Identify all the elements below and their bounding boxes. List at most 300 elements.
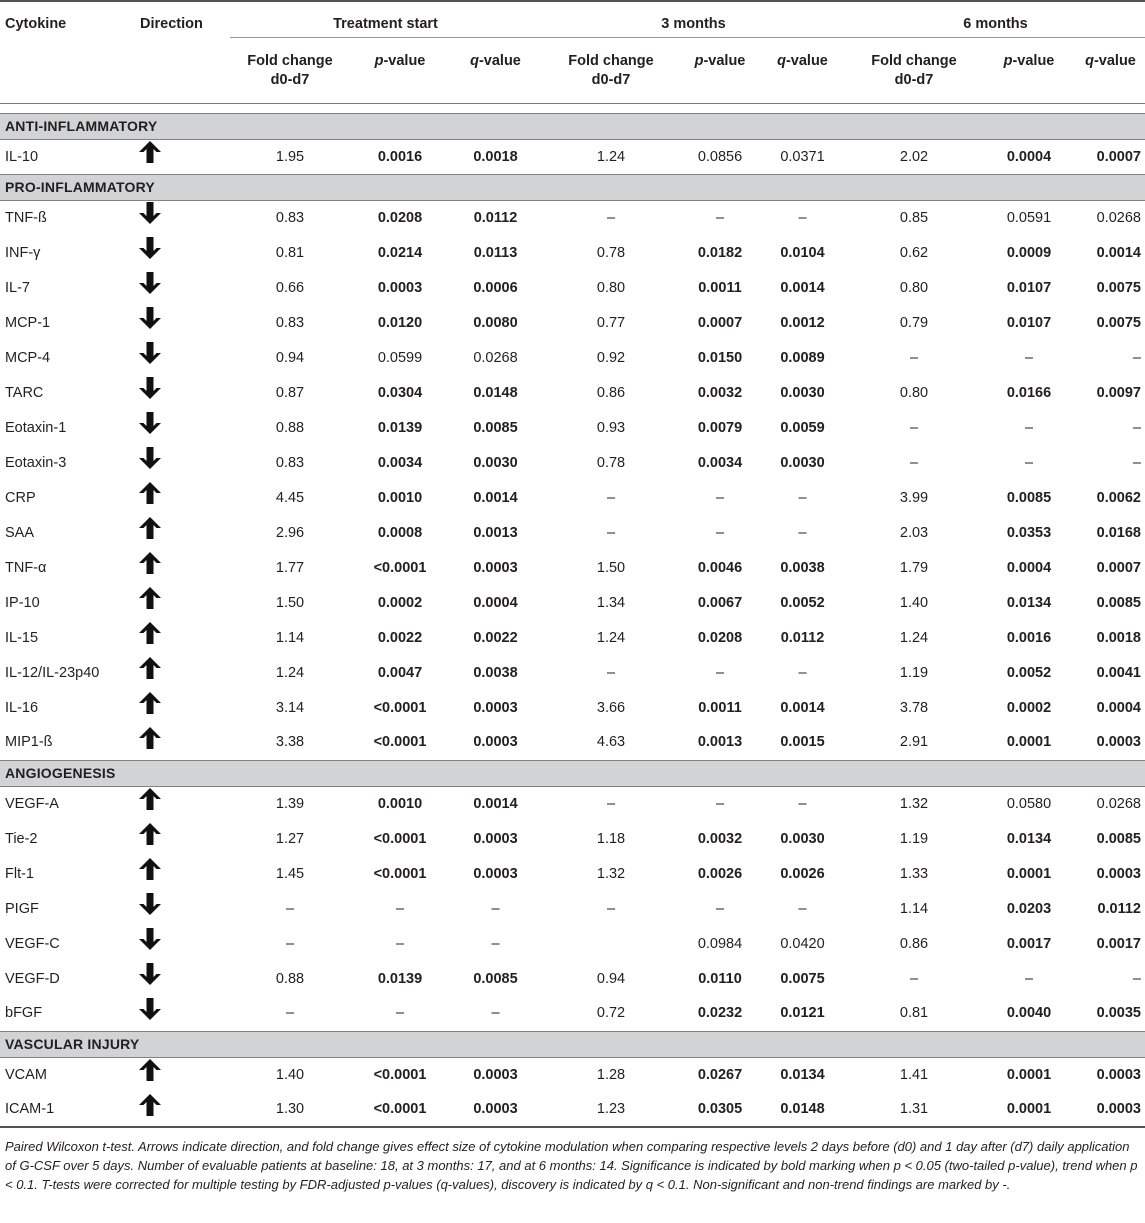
q-value-cell: – <box>1132 419 1141 436</box>
q-value-cell: 0.0104 <box>780 244 825 261</box>
arrow-down-icon <box>137 961 163 987</box>
direction-cell <box>135 821 230 856</box>
table-row <box>0 585 1145 620</box>
q-value-cell: 0.0062 <box>1096 489 1141 506</box>
arrow-up-icon <box>137 620 163 646</box>
direction-cell <box>135 235 230 270</box>
p-symbol: p <box>1003 52 1013 69</box>
p-value-cell: 0.0305 <box>681 1092 759 1127</box>
q-value-cell: 0.0018 <box>1096 629 1141 646</box>
fold-change-sublabel: d0-d7 <box>894 71 934 88</box>
header-group-treatment-start: Treatment start <box>230 1 541 37</box>
p-value-cell: – <box>395 935 405 952</box>
q-value-cell: – <box>798 664 807 681</box>
p-value-cell: 0.0079 <box>697 419 743 436</box>
p-value-cell: 0.0052 <box>1006 664 1052 681</box>
table-row <box>0 235 1145 270</box>
section-row <box>0 1031 1145 1057</box>
p-value-cell: – <box>395 900 405 917</box>
direction-cell <box>135 340 230 375</box>
table-row <box>0 786 1145 821</box>
arrow-down-icon <box>137 235 163 261</box>
table-body <box>0 103 1145 1127</box>
cytokine-name: IL-7 <box>5 279 30 296</box>
q-symbol: q <box>1085 52 1094 69</box>
q-value-cell: 0.0018 <box>473 148 518 165</box>
table-row <box>0 1057 1145 1092</box>
arrow-down-icon <box>137 305 163 331</box>
q-value-cell: 0.0075 <box>1096 314 1141 331</box>
p-value-cell: 0.0085 <box>1006 489 1052 506</box>
p-value-cell: – <box>715 489 725 506</box>
cytokine-name: VEGF-A <box>5 795 59 812</box>
q-value-cell: 0.0089 <box>780 349 825 366</box>
p-value-cell: – <box>715 795 725 812</box>
direction-cell <box>135 375 230 410</box>
q-value-cell: 0.0007 <box>1096 559 1141 576</box>
fold-change-cell: 1.30 <box>230 1092 350 1127</box>
q-value-cell: 0.0014 <box>473 489 518 506</box>
fold-change-cell: 1.95 <box>275 148 305 165</box>
fold-change-cell: – <box>606 524 616 541</box>
q-value-cell: 0.0075 <box>1096 279 1141 296</box>
fold-change-cell: – <box>285 1005 295 1022</box>
q-value-cell: 0.0014 <box>1096 244 1141 261</box>
table-row <box>0 340 1145 375</box>
cytokine-name: TNF-ß <box>5 209 47 226</box>
q-value-cell: 0.0035 <box>1096 1005 1141 1022</box>
cytokine-name: MIP1-ß <box>5 734 53 751</box>
fold-change-cell: 1.14 <box>899 900 929 917</box>
fold-change-cell: – <box>285 900 295 917</box>
fold-change-cell: 0.88 <box>275 970 305 987</box>
table-row <box>0 410 1145 445</box>
fold-change-cell: 0.78 <box>596 244 626 261</box>
p-value-cell: 0.0010 <box>377 795 423 812</box>
p-value-cell: 0.0034 <box>377 454 423 471</box>
q-value-cell: 0.0085 <box>1096 830 1141 847</box>
fold-change-cell: 1.31 <box>846 1092 982 1127</box>
q-value-cell: 0.0268 <box>1096 209 1141 226</box>
section-title: PRO-INFLAMMATORY <box>0 174 1145 200</box>
q-value-cell: 0.0059 <box>780 419 825 436</box>
fold-change-cell: 1.41 <box>899 1066 929 1083</box>
fold-change-sublabel: d0-d7 <box>270 71 310 88</box>
subheader-p-value <box>982 37 1076 103</box>
p-value-cell: 0.0008 <box>377 524 423 541</box>
fold-change-cell: 1.39 <box>275 795 305 812</box>
table-row <box>0 270 1145 305</box>
p-value-cell: 0.0001 <box>1006 734 1052 751</box>
cytokine-name: VEGF-C <box>5 935 60 952</box>
fold-change-cell: 0.79 <box>899 314 929 331</box>
p-value-cell: – <box>1024 454 1034 471</box>
q-value-cell: 0.0112 <box>473 209 518 226</box>
q-value-cell: – <box>798 795 807 812</box>
q-value-cell: 0.0003 <box>1096 1066 1141 1083</box>
p-value-cell: 0.0166 <box>1006 384 1052 401</box>
q-value-cell: 0.0113 <box>473 244 518 261</box>
p-value-cell: 0.0591 <box>1006 209 1052 226</box>
q-value-cell: 0.0268 <box>473 349 518 366</box>
table-row <box>0 690 1145 725</box>
q-value-cell: 0.0014 <box>473 795 518 812</box>
fold-change-cell: 3.99 <box>899 489 929 506</box>
direction-cell <box>135 1092 230 1127</box>
fold-change-cell: 1.24 <box>596 148 626 165</box>
direction-cell <box>135 445 230 480</box>
p-value-cell: 0.0001 <box>1006 865 1052 882</box>
header-group-6-months: 6 months <box>846 1 1145 37</box>
q-value-cell: 0.0026 <box>780 865 825 882</box>
arrow-down-icon <box>137 445 163 471</box>
fold-change-cell: 4.63 <box>596 734 626 751</box>
p-value-cell: 0.0022 <box>377 629 423 646</box>
direction-cell <box>135 620 230 655</box>
p-suffix: -value <box>703 52 746 69</box>
fold-change-cell: 0.77 <box>596 314 626 331</box>
cytokine-name: SAA <box>5 524 35 541</box>
q-value-cell: 0.0003 <box>450 1092 541 1127</box>
cytokine-name: INF-γ <box>5 244 41 261</box>
q-value-cell: – <box>798 489 807 506</box>
p-symbol: p <box>694 52 704 69</box>
q-value-cell: 0.0006 <box>473 279 518 296</box>
direction-cell <box>135 270 230 305</box>
fold-change-cell: 1.33 <box>899 865 929 882</box>
p-value-cell: 0.0984 <box>697 935 743 952</box>
p-value-cell: 0.0232 <box>697 1005 743 1022</box>
q-value-cell: 0.0085 <box>473 419 518 436</box>
fold-change-cell: 1.24 <box>596 629 626 646</box>
p-value-cell: – <box>715 524 725 541</box>
direction-cell <box>135 305 230 340</box>
p-value-cell: 0.0067 <box>697 594 743 611</box>
p-value-cell: 0.0203 <box>1006 900 1052 917</box>
table-row <box>0 550 1145 585</box>
p-value-cell: 0.0580 <box>1006 795 1052 812</box>
fold-change-cell: – <box>285 935 295 952</box>
table-row <box>0 305 1145 340</box>
p-value-cell: 0.0011 <box>698 279 742 296</box>
cytokine-name: Tie-2 <box>5 830 38 847</box>
q-symbol: q <box>470 52 479 69</box>
fold-change-cell: 1.79 <box>899 559 929 576</box>
subheader-empty <box>0 37 135 103</box>
q-value-cell: 0.0168 <box>1096 524 1141 541</box>
section-row <box>0 174 1145 200</box>
q-value-cell: 0.0003 <box>1076 1092 1145 1127</box>
arrow-down-icon <box>137 891 163 917</box>
fold-change-sublabel: d0-d7 <box>591 71 631 88</box>
p-value-cell: 0.0304 <box>377 384 423 401</box>
p-value-cell: 0.0007 <box>697 314 743 331</box>
cytokine-name: ICAM-1 <box>0 1092 135 1127</box>
fold-change-cell: – <box>909 419 919 436</box>
direction-cell <box>135 786 230 821</box>
q-value-cell: 0.0075 <box>780 970 825 987</box>
fold-change-cell: 0.62 <box>899 244 929 261</box>
fold-change-cell: 2.02 <box>899 148 929 165</box>
subheader-p-value <box>350 37 450 103</box>
q-value-cell: 0.0121 <box>780 1005 825 1022</box>
q-value-cell: 0.0134 <box>780 1066 825 1083</box>
p-value-cell: <0.0001 <box>373 865 427 882</box>
fold-change-cell: – <box>909 349 919 366</box>
table-row <box>0 655 1145 690</box>
table-row <box>0 891 1145 926</box>
arrow-down-icon <box>137 410 163 436</box>
q-value-cell: 0.0003 <box>1096 734 1141 751</box>
fold-change-cell: 1.77 <box>275 559 305 576</box>
p-value-cell: <0.0001 <box>350 1092 450 1127</box>
p-value-cell: 0.0001 <box>982 1092 1076 1127</box>
table-row <box>0 200 1145 235</box>
subheader-fold-change <box>846 37 982 103</box>
cytokine-name: CRP <box>5 489 36 506</box>
q-value-cell: 0.0003 <box>1096 865 1141 882</box>
fold-change-cell: – <box>909 454 919 471</box>
p-value-cell: 0.0016 <box>1006 629 1052 646</box>
cytokine-name: IL-15 <box>5 629 39 646</box>
p-value-cell: – <box>1024 419 1034 436</box>
fold-change-cell: 0.83 <box>275 209 305 226</box>
arrow-up-icon <box>137 786 163 812</box>
direction-cell <box>135 655 230 690</box>
p-value-cell: 0.0107 <box>1006 314 1052 331</box>
fold-change-cell: 4.45 <box>275 489 305 506</box>
direction-cell <box>135 200 230 235</box>
fold-change-cell: 0.72 <box>596 1005 626 1022</box>
table-row <box>0 445 1145 480</box>
q-value-cell: 0.0013 <box>473 524 518 541</box>
table-row <box>0 961 1145 996</box>
p-value-cell: 0.0208 <box>377 209 423 226</box>
table-row <box>0 725 1145 760</box>
q-value-cell: 0.0080 <box>473 314 518 331</box>
table-row <box>0 480 1145 515</box>
arrow-up-icon <box>137 139 163 165</box>
fold-change-label: Fold change <box>871 52 957 69</box>
q-value-cell: 0.0003 <box>473 865 518 882</box>
direction-cell <box>135 891 230 926</box>
q-value-cell: 0.0004 <box>473 594 518 611</box>
arrow-down-icon <box>137 926 163 952</box>
cytokine-name: MCP-1 <box>5 314 51 331</box>
fold-change-cell: 3.66 <box>596 699 626 716</box>
fold-change-cell: 2.96 <box>275 524 305 541</box>
q-value-cell: 0.0052 <box>780 594 825 611</box>
direction-cell <box>135 480 230 515</box>
table-row <box>0 375 1145 410</box>
cytokine-name: IL-12/IL-23p40 <box>5 664 100 681</box>
cytokine-name: MCP-4 <box>5 349 51 366</box>
q-value-cell: 0.0030 <box>780 384 825 401</box>
p-value-cell: 0.0139 <box>377 970 423 987</box>
p-value-cell: – <box>715 900 725 917</box>
p-symbol: p <box>374 52 384 69</box>
header-group-3-months: 3 months <box>541 1 846 37</box>
direction-cell <box>135 926 230 961</box>
p-value-cell: 0.0032 <box>697 384 743 401</box>
p-value-cell: <0.0001 <box>373 559 427 576</box>
q-value-cell: 0.0003 <box>473 699 518 716</box>
p-suffix: -value <box>383 52 426 69</box>
p-value-cell: <0.0001 <box>373 734 427 751</box>
arrow-down-icon <box>137 996 163 1022</box>
q-value-cell: 0.0085 <box>473 970 518 987</box>
q-value-cell: – <box>491 1005 500 1022</box>
fold-change-cell: – <box>606 795 616 812</box>
direction-cell <box>135 410 230 445</box>
p-value-cell: 0.0002 <box>377 594 423 611</box>
cytokine-name: TARC <box>5 384 44 401</box>
fold-change-cell: 1.24 <box>899 629 929 646</box>
q-value-cell: 0.0112 <box>780 629 825 646</box>
section-title: VASCULAR INJURY <box>0 1031 1145 1057</box>
p-value-cell: 0.0353 <box>1006 524 1052 541</box>
subheader-row <box>0 37 1145 103</box>
arrow-up-icon <box>137 515 163 541</box>
arrow-up-icon <box>137 690 163 716</box>
fold-change-label: Fold change <box>247 52 333 69</box>
arrow-up-icon <box>137 856 163 882</box>
cytokine-name: PIGF <box>5 900 39 917</box>
p-value-cell: – <box>715 664 725 681</box>
fold-change-cell: – <box>606 664 616 681</box>
fold-change-cell <box>541 926 681 961</box>
q-value-cell: 0.0030 <box>473 454 518 471</box>
q-value-cell: – <box>798 900 807 917</box>
subheader-fold-change <box>541 37 681 103</box>
fold-change-cell: 0.88 <box>275 419 305 436</box>
arrow-up-icon <box>137 1057 163 1083</box>
q-value-cell: 0.0085 <box>1096 594 1141 611</box>
p-value-cell: 0.0120 <box>377 314 423 331</box>
arrow-up-icon <box>137 550 163 576</box>
p-value-cell: <0.0001 <box>373 699 427 716</box>
subheader-q-value <box>759 37 846 103</box>
header-cytokine: Cytokine <box>0 1 135 37</box>
fold-change-cell: – <box>606 900 616 917</box>
subheader-q-value <box>450 37 541 103</box>
fold-change-cell: 1.19 <box>899 664 929 681</box>
q-value-cell: 0.0004 <box>1096 699 1141 716</box>
arrow-up-icon <box>137 1092 163 1118</box>
fold-change-label: Fold change <box>568 52 654 69</box>
p-value-cell: 0.0047 <box>377 664 423 681</box>
fold-change-cell: 0.94 <box>596 970 626 987</box>
p-value-cell: 0.0182 <box>697 244 743 261</box>
table-row <box>0 926 1145 961</box>
fold-change-cell: 0.81 <box>899 1005 929 1022</box>
q-suffix: -value <box>1093 52 1136 69</box>
fold-change-cell: 3.38 <box>275 734 305 751</box>
table-row <box>0 139 1145 174</box>
q-value-cell: – <box>798 209 807 226</box>
section-row <box>0 760 1145 786</box>
p-suffix: -value <box>1012 52 1055 69</box>
direction-cell <box>135 585 230 620</box>
fold-change-cell: 2.03 <box>899 524 929 541</box>
p-value-cell: 0.0208 <box>697 629 743 646</box>
cytokine-name: IL-10 <box>5 148 39 165</box>
p-value-cell: – <box>1024 349 1034 366</box>
fold-change-cell: 1.24 <box>275 664 305 681</box>
cytokine-name: IL-16 <box>5 699 39 716</box>
arrow-up-icon <box>137 480 163 506</box>
p-value-cell: 0.0107 <box>1006 279 1052 296</box>
cytokine-name: VCAM <box>5 1066 47 1083</box>
p-value-cell: 0.0139 <box>377 419 423 436</box>
direction-cell <box>135 961 230 996</box>
arrow-up-icon <box>137 821 163 847</box>
direction-cell <box>135 856 230 891</box>
fold-change-cell: 0.83 <box>275 314 305 331</box>
p-value-cell: 0.0011 <box>698 699 742 716</box>
q-value-cell: 0.0112 <box>1097 900 1141 917</box>
p-value-cell: – <box>395 1005 405 1022</box>
cytokine-name: TNF-α <box>5 559 47 576</box>
fold-change-cell: 1.23 <box>541 1092 681 1127</box>
p-value-cell: 0.0003 <box>377 279 423 296</box>
q-value-cell: 0.0420 <box>780 935 825 952</box>
direction-cell <box>135 139 230 174</box>
fold-change-cell: 1.32 <box>899 795 929 812</box>
q-value-cell: 0.0003 <box>473 1066 518 1083</box>
fold-change-cell: – <box>606 489 616 506</box>
fold-change-cell: 0.92 <box>596 349 626 366</box>
table-row <box>0 515 1145 550</box>
q-value-cell: 0.0003 <box>473 734 518 751</box>
table-header <box>0 1 1145 103</box>
cytokine-name: bFGF <box>5 1005 43 1022</box>
subheader-fold-change <box>230 37 350 103</box>
section-row <box>0 113 1145 139</box>
fold-change-cell: 1.32 <box>596 865 626 882</box>
fold-change-cell: 2.91 <box>899 734 929 751</box>
direction-cell <box>135 1057 230 1092</box>
p-value-cell: 0.0002 <box>1006 699 1052 716</box>
table-row <box>0 821 1145 856</box>
table-row <box>0 620 1145 655</box>
p-value-cell: 0.0026 <box>697 865 743 882</box>
fold-change-cell: 1.40 <box>899 594 929 611</box>
cytokine-name: Eotaxin-3 <box>5 454 67 471</box>
q-value-cell: – <box>491 900 500 917</box>
p-value-cell: 0.0110 <box>698 970 742 987</box>
section-title: ANTI-INFLAMMATORY <box>0 113 1145 139</box>
fold-change-cell: 1.50 <box>596 559 626 576</box>
p-value-cell: 0.0010 <box>377 489 423 506</box>
p-value-cell: – <box>715 209 725 226</box>
fold-change-cell: 1.14 <box>275 629 305 646</box>
direction-cell <box>135 515 230 550</box>
q-value-cell: 0.0030 <box>780 454 825 471</box>
fold-change-cell: 1.45 <box>275 865 305 882</box>
subheader-empty <box>135 37 230 103</box>
q-value-cell: – <box>1132 349 1141 366</box>
p-value-cell: 0.0267 <box>697 1066 743 1083</box>
table-footnote: Paired Wilcoxon t-test. Arrows indicate direction, and fold change gives effect size of cytokine modulation when comparing respective levels 2 days before (d0) and 1 day after (d7) daily application of G-CSF over 5 days. Number of evaluable patients at baseline: 18, at 3 months: 17, and at 6 months: 14. Significance is indicated by bold marking when p < 0.05 (two-tailed p-value), trend when p < 0.1. T-tests were corrected for multiple testing by FDR-adjusted p-values (q-values), discovery is indicated by q < 0.1. Non-significant and non-trend findings are marked by -. <box>5 1139 1138 1192</box>
table-row <box>0 856 1145 891</box>
cytokine-name: VEGF-D <box>5 970 60 987</box>
fold-change-cell: 0.85 <box>899 209 929 226</box>
q-value-cell: 0.0007 <box>1096 148 1141 165</box>
direction-cell <box>135 996 230 1031</box>
fold-change-cell: 1.40 <box>275 1066 305 1083</box>
q-value-cell: – <box>1132 970 1141 987</box>
